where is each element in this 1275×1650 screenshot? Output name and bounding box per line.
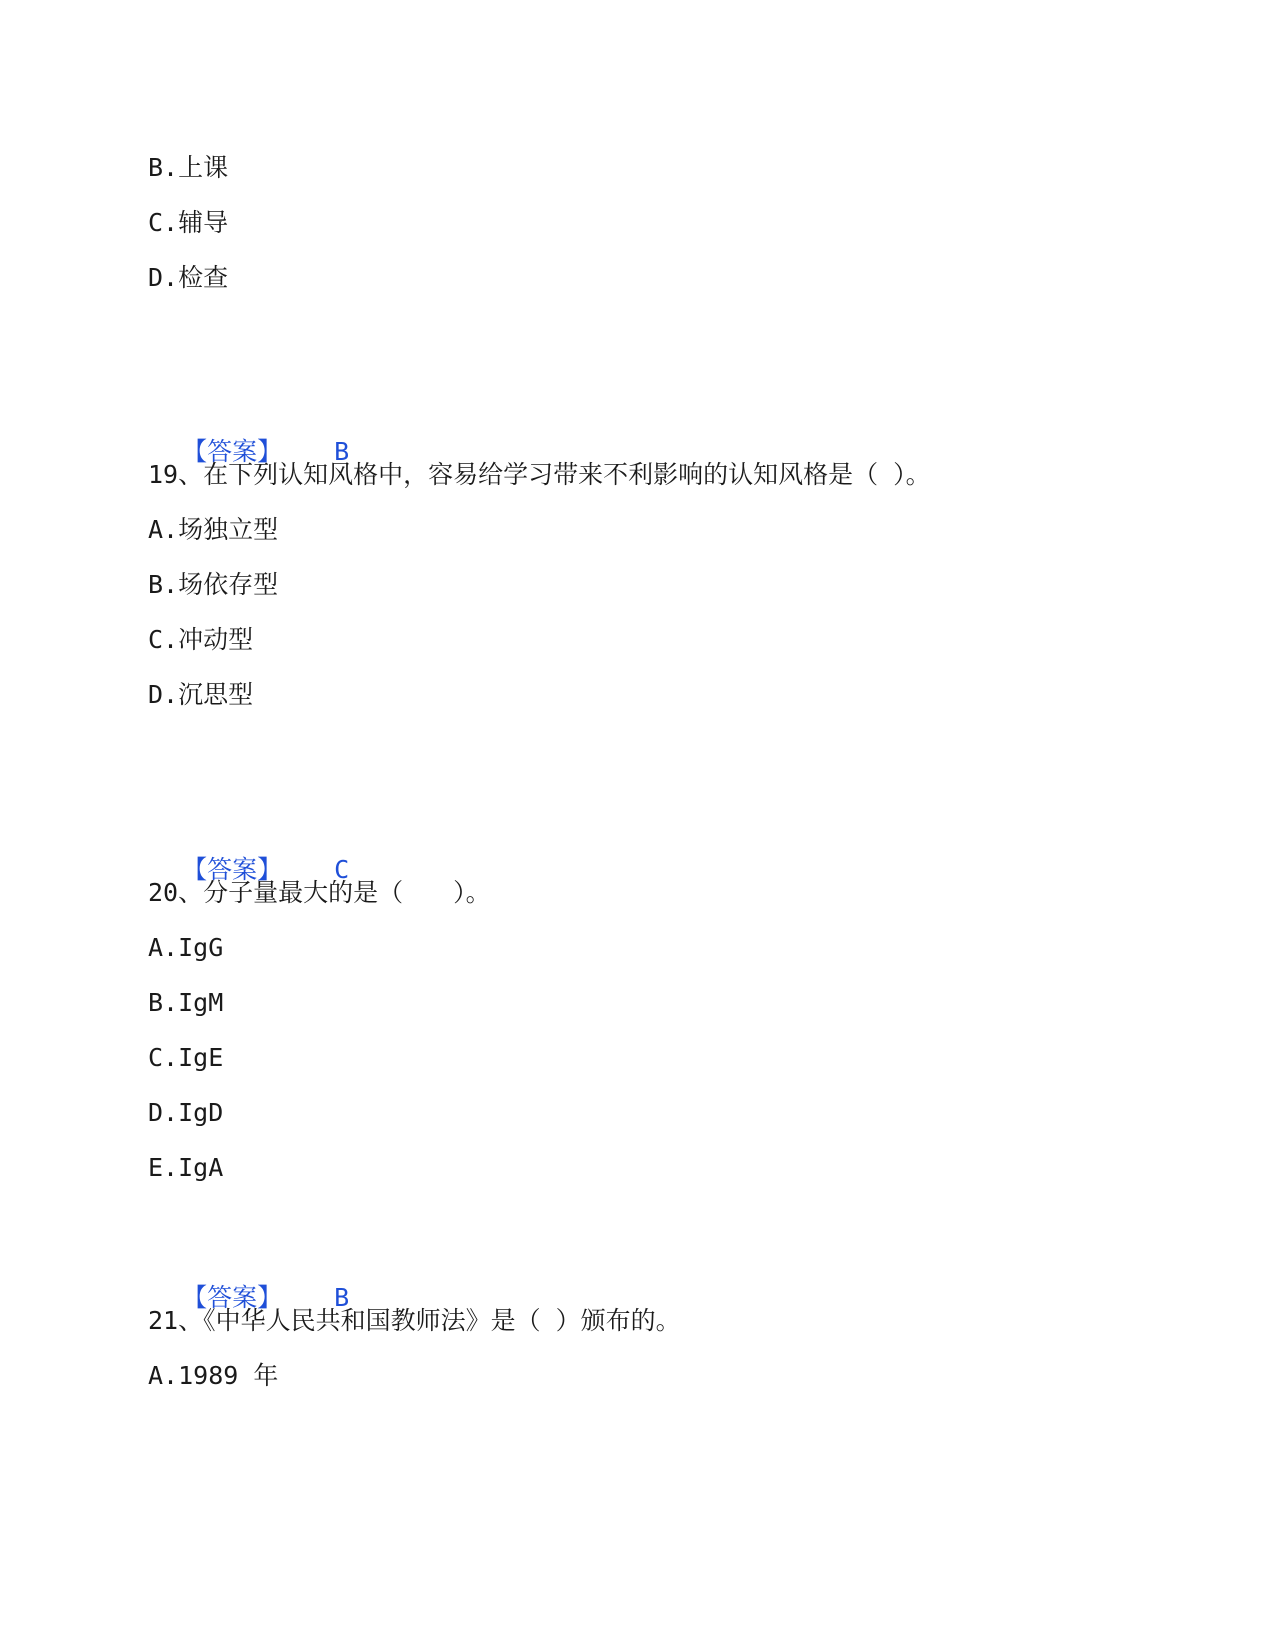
q19-option-d: D.沉思型 bbox=[148, 680, 254, 709]
q20-option-a: A.IgG bbox=[148, 933, 224, 962]
q19-option-c: C.冲动型 bbox=[148, 625, 254, 654]
q19-option-b: B.场依存型 bbox=[148, 570, 279, 599]
q19-option-a: A.场独立型 bbox=[148, 515, 279, 544]
answer-label: 【答案】 bbox=[182, 1283, 283, 1312]
q19-stem: 19、在下列认知风格中，容易给学习带来不利影响的认知风格是（ ）。 bbox=[148, 460, 931, 489]
q20-option-c: C.IgE bbox=[148, 1043, 224, 1072]
q20-option-b: B.IgM bbox=[148, 988, 224, 1017]
answer-value: C bbox=[334, 855, 350, 884]
q18-option-c: C.辅导 bbox=[148, 208, 229, 237]
q20-option-e: E.IgA bbox=[148, 1153, 224, 1182]
q20-option-d: D.IgD bbox=[148, 1098, 224, 1127]
answer-label: 【答案】 bbox=[182, 855, 283, 884]
q18-option-d: D.检查 bbox=[148, 263, 229, 292]
answer-value: B bbox=[334, 437, 350, 466]
q18-option-b: B.上课 bbox=[148, 153, 229, 182]
q20-stem: 20、分子量最大的是（ ）。 bbox=[148, 878, 491, 907]
answer-label: 【答案】 bbox=[182, 437, 283, 466]
q21-stem: 21、《中华人民共和国教师法》是（ ）颁布的。 bbox=[148, 1306, 681, 1335]
answer-value: B bbox=[334, 1283, 350, 1312]
q21-option-a: A.1989 年 bbox=[148, 1361, 279, 1390]
